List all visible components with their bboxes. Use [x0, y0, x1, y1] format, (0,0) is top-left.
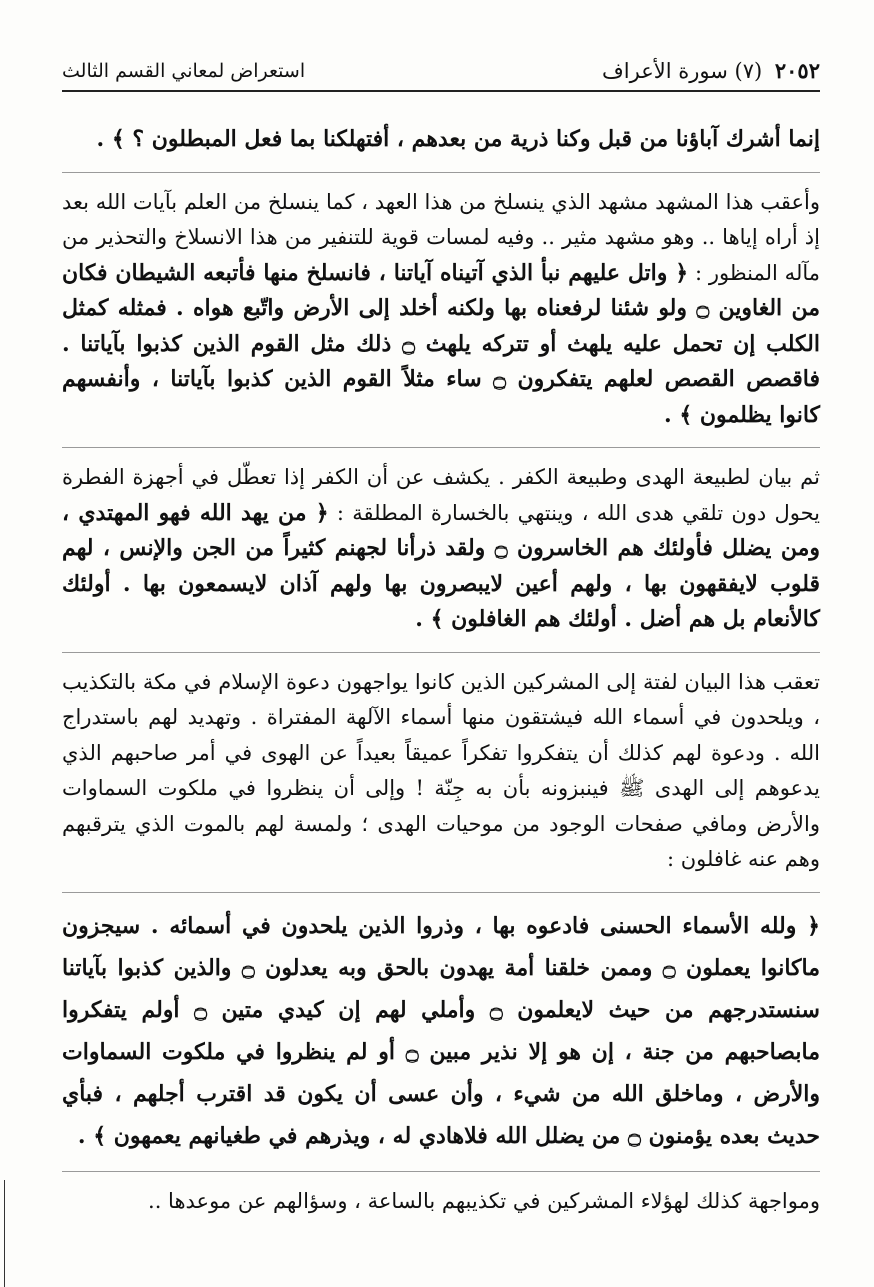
quran-verse: إنما أشرك آباؤنا من قبل وكنا ذرية من بعدهم ، أفتهلكنا بما فعل المبطلون ؟ ﴾ .	[96, 126, 820, 152]
paragraph-1	[62, 122, 820, 158]
quran-verse: ﴿ من يهد الله فهو المهتدي ، ومن يضلل فأولئك هم الخاسرون ۝ ولقد ذرأنا لجهنم كثيراً من الجن والإنس ، لهم قلوب لايفقهون بها ، ولهم أعين لايبصرون بها ولهم آذان لايسمعون بها . أولئك كالأنعام بل هم أضل . أولئك هم الغافلون ﴾ .	[62, 499, 820, 632]
running-header	[62, 52, 820, 92]
paragraph-6	[62, 1184, 820, 1220]
section-title: استعراض لمعاني القسم الثالث	[62, 60, 306, 82]
section-divider	[62, 1171, 820, 1172]
quran-verse: ﴿ ولله الأسماء الحسنى فادعوه بها ، وذروا الذين يلحدون في أسمائه . سيجزون ماكانوا يعملون ۝ وممن خلقنا أمة يهدون بالحق وبه يعدلون ۝ والذين كذبوا بآياتنا سنستدرجهم من حيث لايعلمون ۝ وأملي لهم إن كيدي متين ۝ أولم يتفكروا مابصاحبهم من جنة ، إن هو إلا نذير مبين ۝ أو لم ينظروا في ملكوت السماوات والأرض ، وماخلق الله من شيء ، وأن عسى أن يكون قد اقترب أجلهم ، فبأي حديث بعده يؤمنون ۝ من يضلل الله فلاهادي له ، ويذرهم في طغيانهم يعمهون ﴾ .	[62, 912, 821, 1149]
paragraph-3	[62, 460, 820, 638]
header-page-info	[602, 58, 820, 83]
paragraph-5	[62, 905, 820, 1157]
commentary-text: ومواجهة كذلك لهؤلاء المشركين في تكذيبهم بالساعة ، وسؤالهم عن موعدها ..	[148, 1188, 820, 1213]
section-divider	[62, 172, 820, 173]
page-number: ٢٠٥٢	[774, 58, 820, 83]
commentary-text: وأعقب هذا المشهد مشهد الذي ينسلخ من هذا العهد ، كما ينسلخ من العلم بآيات الله بعد إذ أراه إياها .. وهو مشهد مثير .. وفيه لمسات قوية للتنفير من هذا الانسلاخ والتحذير من مآله المنظور :	[62, 189, 820, 285]
section-divider	[62, 652, 820, 653]
scan-margin-line	[4, 1180, 5, 1287]
paragraph-2	[62, 185, 820, 434]
paragraph-4	[62, 665, 820, 878]
commentary-text: تعقب هذا البيان لفتة إلى المشركين الذين كانوا يواجهون دعوة الإسلام في مكة بالتكذيب ، ويلحدون في أسماء الله فيشتقون منها أسماء الآلهة المفتراة . وتهديد لهم باستدراج الله . ودعوة لهم كذلك أن يتفكروا تفكراً عميقاً بعيداً عن الهوى في أمر صاحبهم الذي يدعوهم إلى الهدى ﷺ فينبزونه بأن به جِنّة ! وإلى أن ينظروا في ملكوت السماوات والأرض ومافي صفحات الوجود من موحيات الهدى ؛ ولمسة لهم بالموت الذي يترقبهم وهم عنه غافلون :	[62, 669, 820, 871]
quran-verse: ﴿ واتل عليهم نبأ الذي آتيناه آياتنا ، فانسلخ منها فأتبعه الشيطان فكان من الغاوين ۝ ولو شئنا لرفعناه بها ولكنه أخلد إلى الأرض واتّبع هواه . فمثله كمثل الكلب إن تحمل عليه يلهث أو تتركه يلهث ۝ ذلك مثل القوم الذين كذبوا بآياتنا . فاقصص القصص لعلهم يتفكرون ۝ ساء مثلاً القوم الذين كذبوا بآياتنا ، وأنفسهم كانوا يظلمون ﴾ .	[62, 259, 820, 428]
surah-name: (٧) سورة الأعراف	[602, 59, 763, 83]
section-divider	[62, 892, 820, 893]
page-body	[62, 122, 820, 1219]
section-divider	[62, 447, 820, 448]
commentary-text: ثم بيان لطبيعة الهدى وطبيعة الكفر . يكشف عن أن الكفر إذا تعطّل في أجهزة الفطرة يحول دون تلقي هدى الله ، وينتهي بالخسارة المطلقة :	[62, 465, 820, 525]
